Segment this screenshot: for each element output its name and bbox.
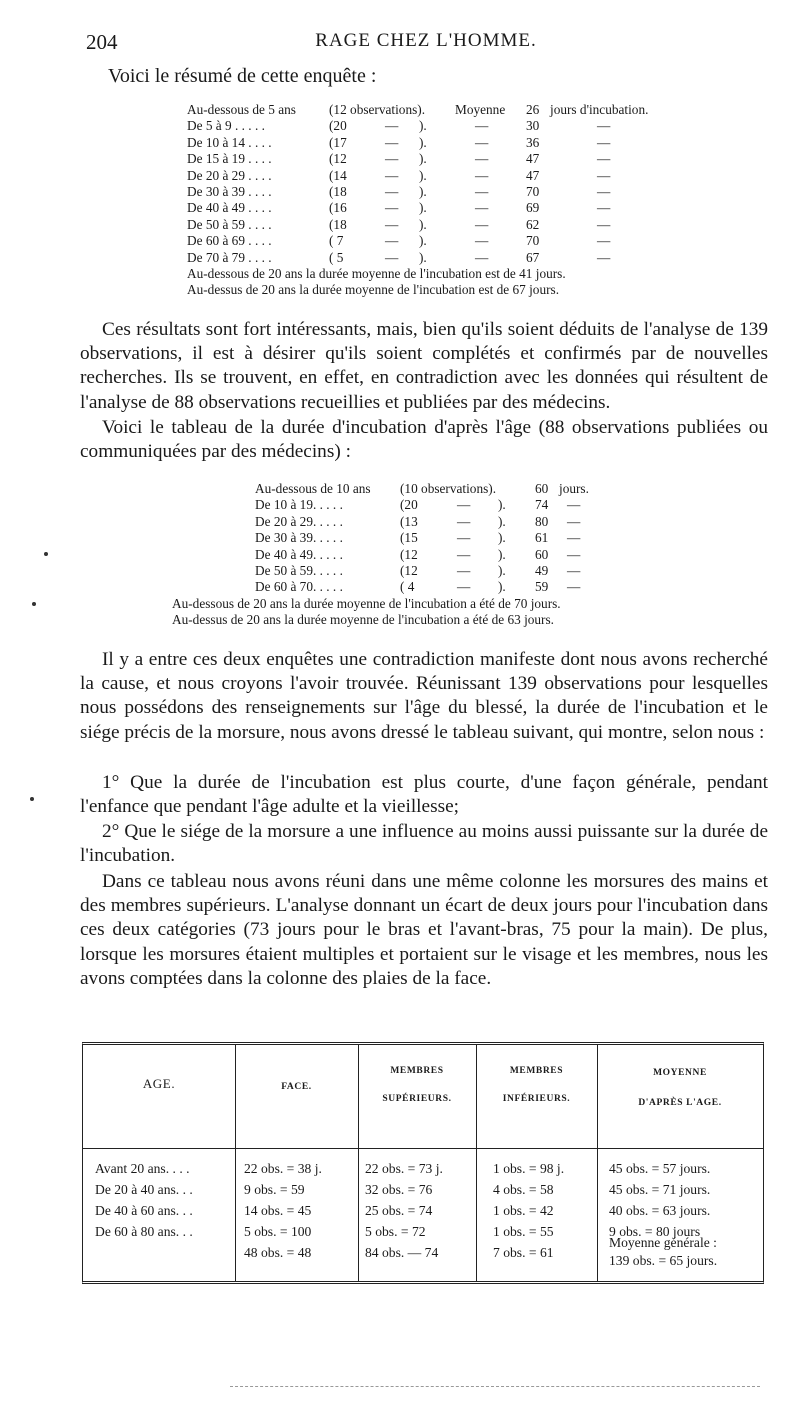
ditto-mark: — [385, 167, 399, 183]
scan-speck [32, 602, 36, 606]
ditto-mark: — [457, 579, 471, 595]
face-cell: 22 obs. = 38 j. [244, 1161, 322, 1176]
age-range: De 30 à 39. . . . . [255, 530, 343, 546]
observation-count: (14 [329, 167, 347, 183]
closing-paren: ). [498, 562, 506, 578]
upper-limbs-cell: 5 obs. = 72 [365, 1224, 426, 1239]
average-label: Moyenne [455, 102, 506, 117]
observation-count: (10 observations). [400, 481, 497, 496]
age-range: De 40 à 49. . . . . [255, 546, 343, 562]
ditto-mark: — [475, 151, 489, 167]
incubation-days: 47 [526, 151, 540, 167]
ditto-mark: — [567, 497, 581, 513]
ditto-mark: — [475, 167, 489, 183]
ditto-mark: — [385, 151, 399, 167]
upper-limbs-cell: 22 obs. = 73 j. [365, 1161, 443, 1176]
incubation-days: 59 [535, 579, 549, 595]
age-average-cell: 9 obs. = 80 jours [609, 1224, 701, 1239]
survey1-summary-over: Au-dessus de 20 ans la durée moyenne de l'incubation est de 67 jours. [187, 282, 560, 298]
ditto-mark: — [597, 216, 611, 232]
observation-count: (12 [400, 562, 418, 578]
incubation-days: 26 [526, 102, 540, 117]
incubation-days: 30 [526, 118, 540, 134]
lower-limbs-cell: 1 obs. = 42 [493, 1203, 554, 1218]
face-cell: 14 obs. = 45 [244, 1203, 312, 1218]
age-average-cell: 45 obs. = 71 jours. [609, 1182, 711, 1197]
observation-count: (12 observations). [329, 102, 426, 117]
ditto-mark: — [457, 546, 471, 562]
incubation-days: 70 [526, 183, 540, 199]
general-average-value: 139 obs. = 65 jours. [609, 1253, 718, 1268]
table-row [187, 151, 677, 167]
scan-noise [230, 1386, 760, 1387]
incubation-days: 60 [535, 546, 549, 562]
table-row [172, 514, 692, 530]
observation-count: (12 [400, 546, 418, 562]
age-range: De 10 à 14 . . . . [187, 134, 272, 150]
survey2-summary-over: Au-dessus de 20 ans la durée moyenne de l'incubation a été de 63 jours. [172, 612, 554, 628]
face-cell: 9 obs. = 59 [244, 1182, 305, 1197]
ditto-mark: — [457, 530, 471, 546]
incubation-days: 49 [535, 562, 549, 578]
ditto-mark: — [475, 216, 489, 232]
closing-paren: ). [419, 167, 427, 183]
observation-count: (13 [400, 513, 418, 529]
header-average-1: MOYENNE [653, 1068, 707, 1078]
table-row [172, 579, 692, 595]
ditto-mark: — [457, 513, 471, 529]
upper-limbs-cell: 32 obs. = 76 [365, 1182, 433, 1197]
closing-paren: ). [498, 579, 506, 595]
table-row [187, 168, 677, 184]
incubation-days: 74 [535, 497, 549, 513]
ditto-mark: — [567, 546, 581, 562]
observation-count: (20 [329, 118, 347, 134]
header-upper-limbs-1: MEMBRES [390, 1066, 444, 1076]
ditto-mark: — [385, 249, 399, 265]
age-range: De 50 à 59 . . . . [187, 216, 272, 232]
page-number: 204 [86, 30, 118, 54]
header-lower-limbs-2: INFÉRIEURS. [502, 1094, 571, 1104]
ditto-mark: — [597, 200, 611, 216]
paragraph-table-intro: Voici le tableau de la durée d'incubation d'après l'âge (88 observations publiées ou communiquées par des médecins) : [80, 417, 768, 463]
survey2-table [172, 481, 692, 629]
closing-paren: ). [419, 134, 427, 150]
age-range: De 15 à 19 . . . . [187, 151, 272, 167]
age-range: De 10 à 19. . . . . [255, 497, 343, 513]
observation-count: (16 [329, 200, 347, 216]
face-cell: 48 obs. = 48 [244, 1245, 312, 1260]
ditto-mark: — [567, 513, 581, 529]
ditto-mark: — [567, 579, 581, 595]
scan-speck [44, 552, 48, 556]
unit-label: jours. [559, 481, 589, 496]
ditto-mark: — [597, 151, 611, 167]
ditto-mark: — [597, 167, 611, 183]
ditto-mark: — [385, 200, 399, 216]
table-row [187, 200, 677, 216]
age-range: Au-dessous de 5 ans [187, 102, 296, 117]
ditto-mark: — [475, 233, 489, 249]
ditto-mark: — [475, 249, 489, 265]
age-range: De 5 à 9 . . . . . [187, 118, 265, 134]
age-range: De 50 à 59. . . . . [255, 562, 343, 578]
incubation-days: 61 [535, 530, 549, 546]
scan-speck [30, 797, 34, 801]
intro-line: Voici le résumé de cette enquête : [108, 65, 377, 87]
closing-paren: ). [419, 249, 427, 265]
incubation-days: 36 [526, 134, 540, 150]
header-lower-limbs-1: MEMBRES [509, 1066, 564, 1076]
unit-label: jours d'incubation. [550, 102, 649, 117]
age-range: De 30 à 39 . . . . [187, 183, 272, 199]
incubation-days: 80 [535, 513, 549, 529]
ditto-mark: — [457, 562, 471, 578]
table-row [187, 135, 677, 151]
incubation-days: 69 [526, 200, 540, 216]
survey2-summary-under: Au-dessous de 20 ans la durée moyenne de l'incubation a été de 70 jours. [172, 595, 561, 611]
incubation-days: 60 [535, 481, 549, 496]
age-range: Au-dessous de 10 ans [255, 481, 371, 496]
observation-count: (15 [400, 530, 418, 546]
table-row [187, 217, 677, 233]
closing-paren: ). [498, 530, 506, 546]
closing-paren: ). [419, 216, 427, 232]
closing-paren: ). [498, 497, 506, 513]
ditto-mark: — [475, 134, 489, 150]
upper-limbs-cell: 25 obs. = 74 [365, 1203, 433, 1218]
observation-count: (20 [400, 497, 418, 513]
age-range: De 20 à 29 . . . . [187, 167, 272, 183]
page-header [86, 30, 766, 60]
table-row [187, 118, 677, 134]
column-divider [476, 1045, 477, 1281]
age-average-cell: 45 obs. = 57 jours. [609, 1161, 711, 1176]
lower-limbs-cell: 7 obs. = 61 [493, 1245, 554, 1260]
paragraph-method: Dans ce tableau nous avons réuni dans une même colonne les morsures des mains et des membres supérieurs. L'analyse donnant un écart de deux jours pour l'incubation dans ces deux catégories (73 jours pour le bras et l'avant-bras, 75 pour la main). De plus, lorsque les morsures étaient multiples et portaient sur le visage et les membres, nous les avons comptées dans la colonne des plaies de la face. [80, 871, 768, 989]
upper-limbs-cell: 84 obs. — 74 [365, 1245, 439, 1260]
ditto-mark: — [597, 118, 611, 134]
paragraph-results: Ces résultats sont fort intéressants, mais, bien qu'ils soient déduits de l'analyse de 139 observations, il est à désirer qu'ils soient complétés et confirmés par de nouvelles recherches. Ils se trouvent, en effet, en contradiction avec les données qui résultent de l'analyse de 88 observations recueillies et publiées par des médecins. [80, 319, 768, 413]
header-face: FACE. [281, 1082, 312, 1092]
incubation-by-site-table [82, 1042, 764, 1284]
table-row [172, 481, 692, 497]
ditto-mark: — [457, 497, 471, 513]
incubation-days: 47 [526, 167, 540, 183]
observation-count: ( 7 [329, 233, 344, 249]
header-rule [83, 1148, 763, 1149]
table-row [187, 102, 677, 118]
closing-paren: ). [419, 183, 427, 199]
incubation-days: 67 [526, 249, 540, 265]
incubation-days: 62 [526, 216, 540, 232]
age-average-cell: 40 obs. = 63 jours. [609, 1203, 711, 1218]
survey1-table [187, 102, 677, 299]
age-group: De 40 à 60 ans. . . [95, 1203, 193, 1218]
ditto-mark: — [597, 249, 611, 265]
ditto-mark: — [385, 216, 399, 232]
table-row [172, 547, 692, 563]
ditto-mark: — [597, 233, 611, 249]
age-group: De 20 à 40 ans. . . [95, 1182, 193, 1197]
paragraph-contradiction: Il y a entre ces deux enquêtes une contradiction manifeste dont nous avons recherché la cause, et nous croyons l'avoir trouvée. Réunissant 139 observations pour lesquelles nous possédons des renseignements sur l'âge du blessé, la durée de l'incubation et le siége précis de la morsure, nous avons dressé le tableau suivant, qui montre, selon nous : [80, 649, 768, 743]
ditto-mark: — [385, 118, 399, 134]
closing-paren: ). [419, 118, 427, 134]
age-range: De 60 à 70. . . . . [255, 579, 343, 595]
table-row [187, 184, 677, 200]
age-range: De 70 à 79 . . . . [187, 249, 272, 265]
running-title: RAGE CHEZ L'HOMME. [315, 30, 537, 51]
table-row [172, 530, 692, 546]
ditto-mark: — [475, 118, 489, 134]
survey1-summary-under: Au-dessous de 20 ans la durée moyenne de l'incubation est de 41 jours. [187, 265, 566, 281]
closing-paren: ). [498, 513, 506, 529]
age-range: De 40 à 49 . . . . [187, 200, 272, 216]
table-row [172, 563, 692, 579]
observation-count: (18 [329, 216, 347, 232]
face-cell: 5 obs. = 100 [244, 1224, 312, 1239]
lower-limbs-cell: 1 obs. = 55 [493, 1224, 554, 1239]
general-average-label: Moyenne générale : [609, 1235, 717, 1250]
observation-count: ( 4 [400, 579, 415, 595]
age-group: Avant 20 ans. . . . [95, 1161, 190, 1176]
table-row [187, 233, 677, 249]
age-range: De 60 à 69 . . . . [187, 233, 272, 249]
column-divider [597, 1045, 598, 1281]
lower-limbs-cell: 1 obs. = 98 j. [493, 1161, 565, 1176]
ditto-mark: — [385, 183, 399, 199]
age-range: De 20 à 29. . . . . [255, 513, 343, 529]
ditto-mark: — [567, 530, 581, 546]
ditto-mark: — [475, 183, 489, 199]
paragraph-point-1: 1° Que la durée de l'incubation est plus courte, d'une façon générale, pendant l'enfance que pendant l'âge adulte et la vieillesse; [80, 772, 768, 818]
ditto-mark: — [385, 233, 399, 249]
observation-count: (17 [329, 134, 347, 150]
incubation-days: 70 [526, 233, 540, 249]
observation-count: ( 5 [329, 249, 344, 265]
age-group: De 60 à 80 ans. . . [95, 1224, 193, 1239]
paragraph-point-2: 2° Que le siége de la morsure a une influence au moins aussi puissante sur la durée de l'incubation. [80, 821, 768, 867]
closing-paren: ). [498, 546, 506, 562]
ditto-mark: — [475, 200, 489, 216]
closing-paren: ). [419, 233, 427, 249]
table-row [172, 497, 692, 513]
lower-limbs-cell: 4 obs. = 58 [493, 1182, 554, 1197]
column-divider [358, 1045, 359, 1281]
ditto-mark: — [597, 183, 611, 199]
header-average-2: D'APRÈS L'AGE. [638, 1098, 722, 1108]
ditto-mark: — [385, 134, 399, 150]
table-row [187, 250, 677, 266]
closing-paren: ). [419, 200, 427, 216]
closing-paren: ). [419, 151, 427, 167]
ditto-mark: — [567, 562, 581, 578]
header-age: AGE. [142, 1076, 176, 1091]
header-upper-limbs-2: SUPÉRIEURS. [382, 1094, 452, 1104]
observation-count: (18 [329, 183, 347, 199]
observation-count: (12 [329, 151, 347, 167]
ditto-mark: — [597, 134, 611, 150]
